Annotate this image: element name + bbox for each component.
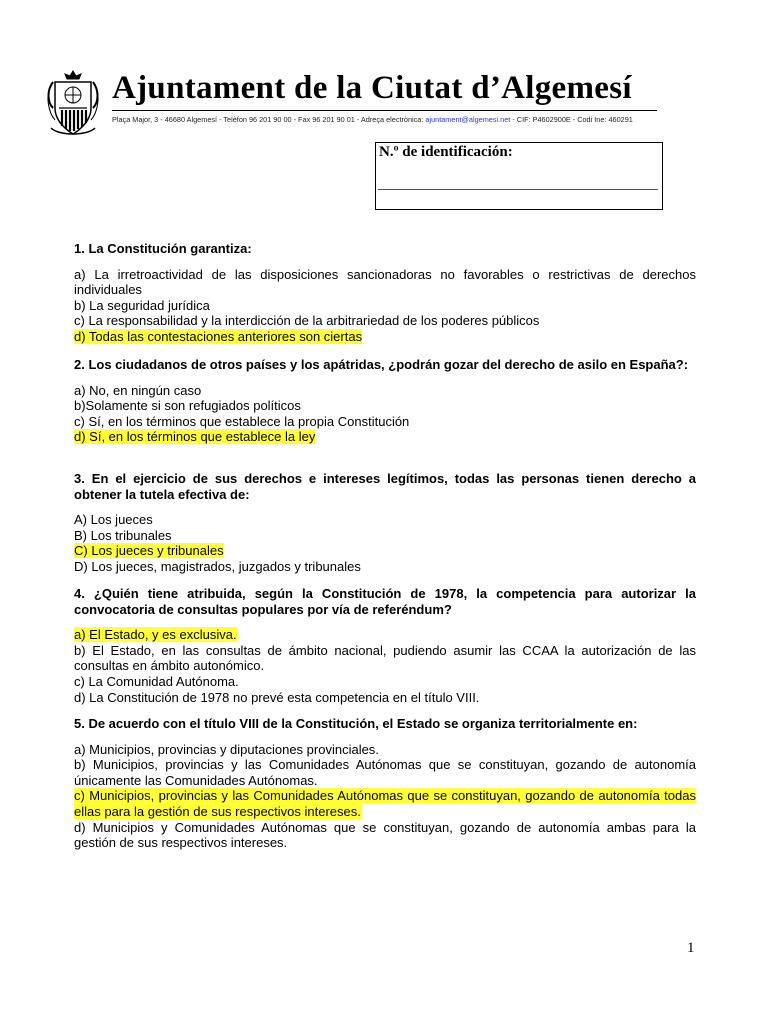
answer-option [74, 742, 696, 758]
answer-text: b) El Estado, en las consultas de ámbito nacional, pudiendo asumir las CCAA la autorización de las consultas en ámbito autonómico. [74, 642, 696, 674]
answer-text: a) La irretroactividad de las disposiciones sancionadoras no favorables o restrictivas de derechos individuales [74, 266, 696, 298]
answer-text: d) Municipios y Comunidades Autónomas que se constituyan, gozando de autonomía ambas para la gestión de sus respectivos intereses. [74, 819, 696, 851]
answer-option [74, 820, 696, 851]
answer-option [74, 383, 696, 399]
page-number: 1 [687, 940, 695, 956]
answer-option [74, 398, 696, 414]
answer-text: B) Los tribunales [74, 527, 172, 543]
answer-option [74, 329, 696, 345]
answer-text: d) La Constitución de 1978 no prevé esta competencia en el título VIII. [74, 689, 480, 705]
coat-of-arms-logo [45, 68, 101, 140]
question-title: 4. ¿Quién tiene atribuida, según la Constitución de 1978, la competencia para autorizar la convocatoria de consultas populares por vía de referéndum? [74, 586, 696, 617]
answer-option [74, 528, 696, 544]
question-5 [74, 716, 696, 851]
email-link[interactable]: ajuntament@algemesi.net [425, 115, 511, 124]
question-2 [74, 357, 696, 445]
answer-text: c) La responsabilidad y la interdicción de la arbitrariedad de los poderes públicos [74, 313, 540, 329]
highlighted-answer: C) Los jueces y tribunales [74, 543, 224, 559]
address-prefix: Plaça Major, 3 - 46680 Algemesí - Telèfon 96 201 90 00 - Fax 96 201 90 01 - Adreça electrònica: [112, 115, 426, 124]
answer-option [74, 690, 696, 706]
id-number-label: N.º de identificación: [379, 144, 513, 160]
answer-text: D) Los jueces, magistrados, juzgados y tribunales [74, 558, 361, 574]
answer-text: c) Sí, en los términos que establece la propia Constitución [74, 413, 410, 429]
answer-option [74, 512, 696, 528]
highlighted-answer: d) Sí, en los términos que establece la ley [74, 429, 316, 445]
answer-text: b) La seguridad jurídica [74, 297, 210, 313]
question-title: 1. La Constitución garantiza: [74, 241, 252, 256]
answer-option [74, 313, 696, 329]
page-title: Ajuntament de la Ciutat d’Algemesí [112, 70, 632, 106]
answer-text: b) Municipios, provincias y las Comunidades Autónomas que se constituyan, gozando de autonomía únicamente las Comunidades Autónomas. [74, 757, 696, 788]
answer-option [74, 627, 696, 643]
question-title: 2. Los ciudadanos de otros países y los apátridas, ¿podrán gozar del derecho de asilo en España?: [74, 357, 689, 372]
id-number-box[interactable] [375, 142, 663, 210]
address-suffix: - CIF: P4602900E - Codi Ine: 460291 [510, 115, 633, 124]
answer-text: b)Solamente si son refugiados políticos [74, 398, 301, 414]
answer-option [74, 559, 696, 575]
question-4 [74, 586, 696, 705]
highlighted-answer: d) Todas las contestaciones anteriores son ciertas [74, 328, 363, 344]
highlighted-answer: a) El Estado, y es exclusiva. [74, 627, 237, 643]
answer-option [74, 267, 696, 298]
answer-text: c) La Comunidad Autónoma. [74, 673, 239, 689]
highlighted-answer: c) Municipios, provincias y las Comunidades Autónomas que se constituyan, gozando de autonomía todas ellas para la gestión de sus respectivos intereses. [74, 788, 696, 819]
answer-text: a) Municipios, provincias y diputaciones provinciales. [74, 741, 379, 757]
answer-text: a) No, en ningún caso [74, 382, 202, 398]
question-1 [74, 241, 696, 345]
answer-text: A) Los jueces [74, 512, 153, 528]
answer-option [74, 788, 696, 819]
header-address [112, 115, 633, 124]
answer-option [74, 757, 696, 788]
answer-option [74, 674, 696, 690]
id-number-line [378, 189, 658, 190]
question-3 [74, 471, 696, 575]
header-divider [112, 110, 657, 111]
answer-option [74, 543, 696, 559]
question-title: 5. De acuerdo con el título VIII de la Constitución, el Estado se organiza territorialmente en: [74, 716, 638, 731]
question-title: 3. En el ejercicio de sus derechos e intereses legítimos, todas las personas tienen derecho a obtener la tutela efectiva de: [74, 471, 696, 502]
answer-option [74, 643, 696, 674]
answer-option [74, 298, 696, 314]
answer-option [74, 429, 696, 445]
answer-option [74, 414, 696, 430]
